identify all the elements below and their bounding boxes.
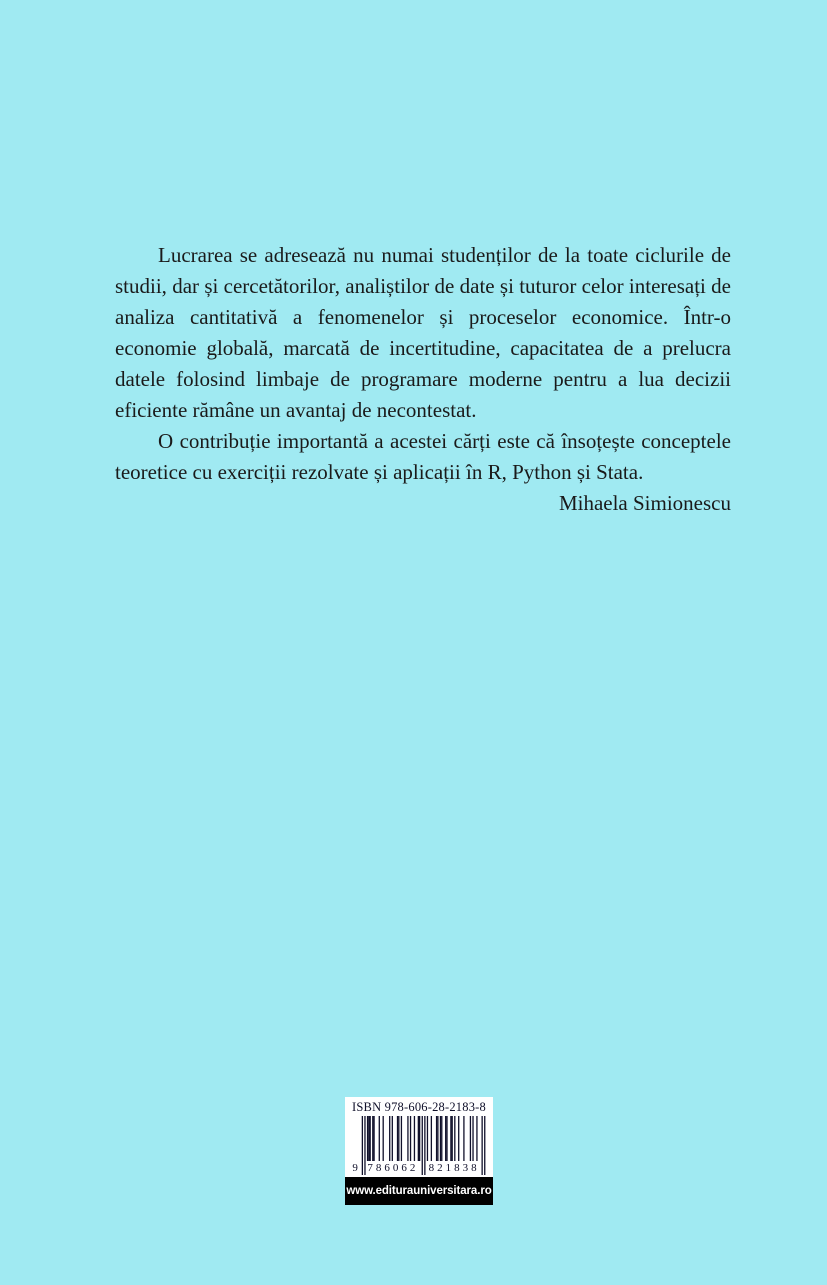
barcode-panel <box>345 1097 493 1177</box>
author-name: Mihaela Simionescu <box>558 491 731 515</box>
barcode-digits <box>350 1162 488 1175</box>
ean-barcode <box>350 1116 488 1175</box>
isbn-barcode-block <box>345 1097 493 1205</box>
publisher-website-strip <box>345 1177 493 1205</box>
description-paragraph-2: O contribuție importantă a acestei cărți este că însoțește conceptele teoretice cu exerciții rezolvate și aplicații în R, Python și Stata. <box>115 429 731 484</box>
description-paragraph-1: Lucrarea se adresează nu numai studenților de la toate ciclurile de studii, dar și cercetătorilor, analiștilor de date și tuturor celor interesați de analiza cantitativă a fenomenelor și proceselor economice. Într-o economie globală, marcată de incertitudine, capacitatea de a prelucra datele folosind limbaje de programare moderne pentru a lua decizii eficiente rămâne un avantaj de necontestat. <box>115 243 731 422</box>
back-cover-text-block <box>115 240 731 519</box>
publisher-website: www.editurauniversitara.ro <box>346 1185 492 1197</box>
barcode-digit-group-left: 786062 <box>367 1162 419 1174</box>
barcode-digit-group-right: 821838 <box>428 1162 480 1174</box>
barcode-digit-group-first: 9 <box>352 1162 358 1174</box>
isbn-label: ISBN 978-606-28-2183-8 <box>352 1100 486 1114</box>
